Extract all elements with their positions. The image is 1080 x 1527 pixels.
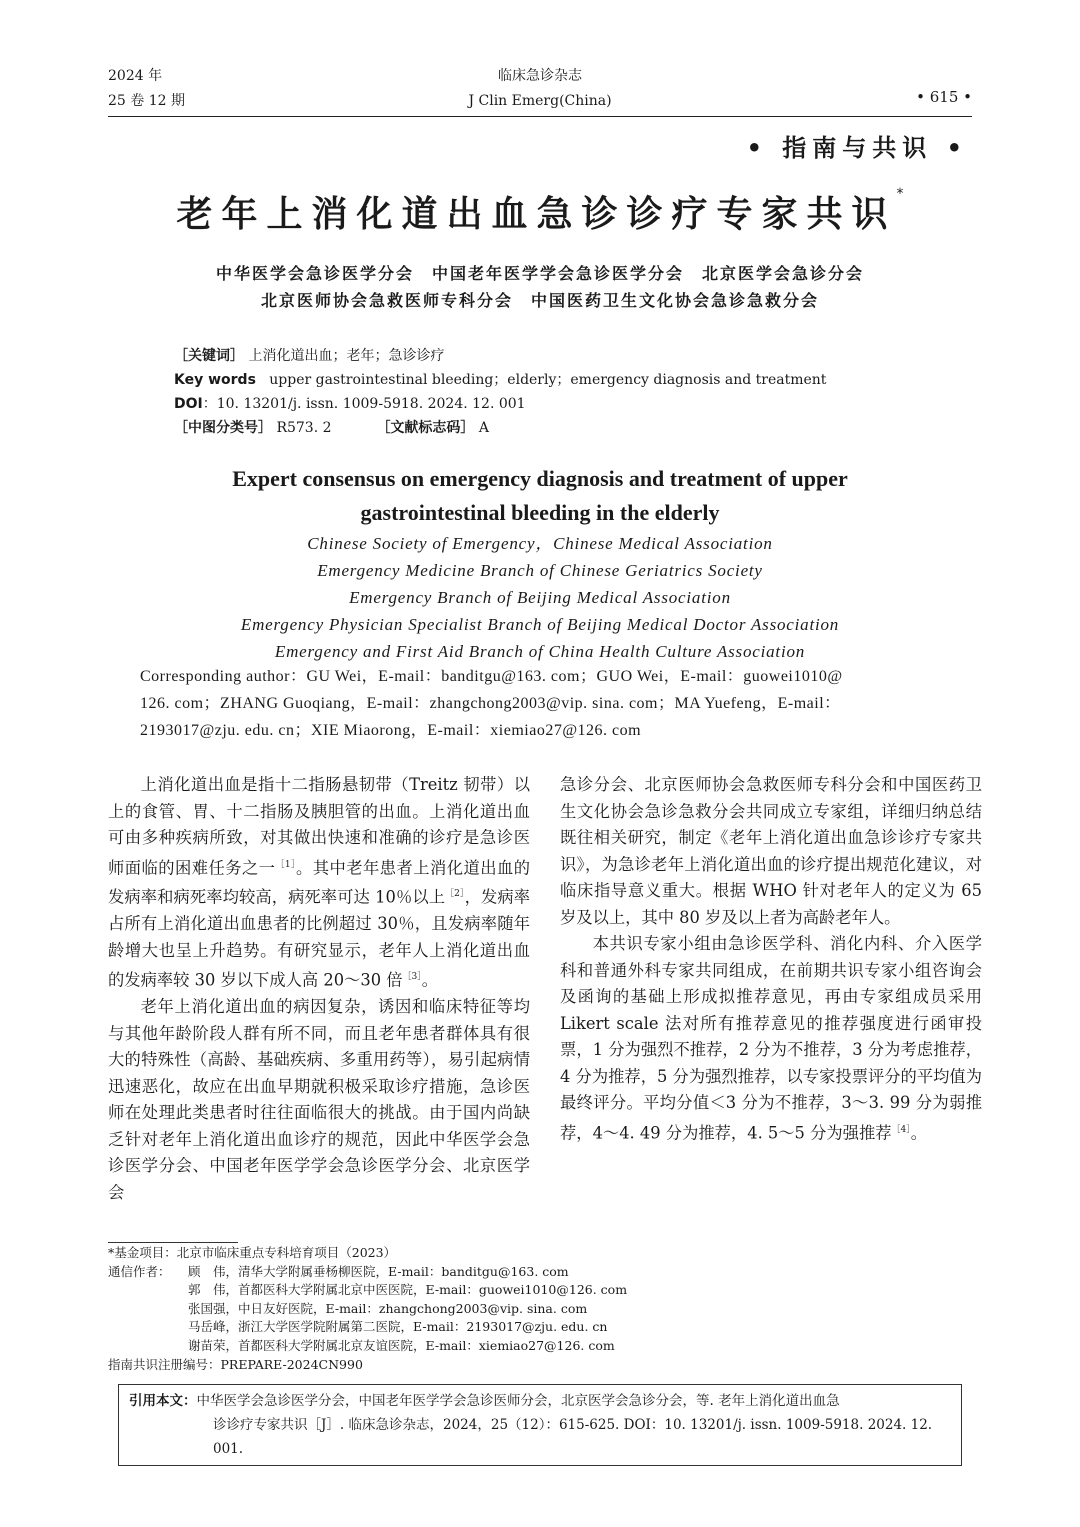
issue-volume: 25 卷 12 期 bbox=[108, 93, 185, 109]
org-en-4: Emergency Physician Specialist Branch of Beijing Medical Doctor Association bbox=[240, 615, 840, 634]
footnote-corr-text: 张国强，中日友好医院，E-mail：zhangchong2003@vip. sina. com bbox=[188, 1300, 588, 1316]
keywords-cn-row bbox=[174, 344, 934, 368]
article-title-cn bbox=[0, 186, 1080, 237]
footnote-corr-text: 顾 伟，清华大学附属垂杨柳医院，E-mail：banditgu@163. com bbox=[188, 1263, 569, 1279]
footnotes bbox=[108, 1244, 968, 1374]
doi-value: ：10. 13201/j. issn. 1009-5918. 2024. 12. 001 bbox=[202, 396, 526, 412]
citation-ref-1[interactable]: ［1］ bbox=[275, 859, 297, 870]
article-meta bbox=[174, 344, 934, 440]
citation-line2: 诊诊疗专家共识［J］. 临床急诊杂志，2024，25（12）：615-625. DOI：10. 13201/j. issn. 1009-5918. 2024. 12. 001. bbox=[213, 1417, 933, 1457]
body-text: ，发病率占所有上消化道出血患者的比例超过 30％，且发病率随年龄增大也呈上升趋势。有研究显示，老年人上消化道出血的发病率较 30 岁以下成人高 20～30 倍 bbox=[108, 887, 530, 990]
footnote-corr-1 bbox=[108, 1263, 968, 1282]
footnote-corr-text: 郭 伟，首都医科大学附属北京中医医院，E-mail：guowei1010@126. com bbox=[188, 1282, 628, 1298]
footnote-registration: 指南共识注册编号：PREPARE-2024CN990 bbox=[108, 1356, 363, 1372]
author-orgs-cn-line2: 北京医师协会急救医师专科分会 中国医药卫生文化协会急诊急救分会 bbox=[260, 291, 819, 310]
footnote-corr-2 bbox=[108, 1281, 968, 1300]
body-text: 本共识专家小组由急诊医学科、消化内科、介入医学科和普通外科专家共同组成，在前期共识专家小组咨询会及函询的基础上形成拟推荐意见，再由专家组成员采用 Likert scale 法对所有推荐意见的推荐强度进行函审投票，1 分为强烈不推荐，2 分为不推荐，3 分为考虑推荐，4 分为推荐，5 分为强烈推荐，以专家投票评分的平均值为最终评分。平均分值＜3 分为不推荐，3～3. 99 分为弱推荐，4～4. 49 分为推荐，4. 5～5 分为强推荐 bbox=[560, 934, 982, 1142]
article-title-cn-text: 老年上消化道出血急诊诊疗专家共识 bbox=[176, 194, 897, 235]
citation-ref-4[interactable]: ［4］ bbox=[891, 1124, 911, 1135]
author-orgs-cn bbox=[0, 260, 1080, 314]
keywords-en-label: Key words bbox=[174, 372, 256, 388]
citation-box bbox=[118, 1384, 962, 1466]
corresponding-line1: Corresponding author：GU Wei，E-mail：banditgu@163. com；GUO Wei，E-mail：guowei1010@ bbox=[140, 668, 843, 685]
body-text: 。其中老年患者上消化道出血的发病率和病死率均较高，病死率可达 10％以上 bbox=[108, 857, 530, 907]
footnote-corr-3 bbox=[108, 1300, 968, 1319]
footnote-rule bbox=[108, 1242, 238, 1243]
section-tag: • 指南与共识 • bbox=[746, 134, 968, 162]
header-rule bbox=[108, 116, 972, 117]
org-en-5: Emergency and First Aid Branch of China Health Culture Association bbox=[274, 642, 806, 661]
citation-ref-3[interactable]: ［3］ bbox=[402, 972, 422, 983]
footnote-corr-text: 谢苗荣，首都医科大学附属北京友谊医院，E-mail：xiemiao27@126. com bbox=[188, 1337, 615, 1353]
body-paragraph-1 bbox=[108, 772, 530, 994]
footnote-corr-5 bbox=[108, 1337, 968, 1356]
keywords-cn: 上消化道出血；老年；急诊诊疗 bbox=[248, 348, 445, 364]
footnote-corr-text: 马岳峰，浙江大学医学院附属第二医院，E-mail：2193017@zju. edu. cn bbox=[188, 1319, 608, 1335]
clc-value: R573. 2 bbox=[276, 420, 332, 436]
article-title-en bbox=[0, 462, 1080, 530]
citation-ref-2[interactable]: ［2］ bbox=[445, 889, 465, 900]
footnote-corr-label: 通信作者： bbox=[108, 1263, 171, 1279]
classification-row bbox=[174, 416, 934, 440]
body-paragraph-2-continued: 急诊分会、北京医师协会急救医师专科分会和中国医药卫生文化协会急诊急救分会共同成立专家组，详细归纳总结既往相关研究，制定《老年上消化道出血急诊诊疗专家共识》，为急诊老年上消化道出血的诊疗提出规范化建议，对临床指导意义重大。根据 WHO 针对老年人的定义为 65 岁及以上，其中 80 岁及以上者为高龄老年人。 bbox=[560, 775, 982, 927]
article-title-en-line2: gastrointestinal bleeding in the elderly bbox=[360, 500, 720, 525]
page-number: • 615 • bbox=[916, 88, 972, 106]
citation-label: 引用本文： bbox=[129, 1393, 197, 1409]
title-footnote-mark: * bbox=[896, 186, 904, 202]
doc-code-label: ［文献标志码］ bbox=[376, 420, 475, 436]
keywords-en: upper gastrointestinal bleeding；elderly；emergency diagnosis and treatment bbox=[269, 372, 827, 388]
body-paragraph-2: 老年上消化道出血的病因复杂，诱因和临床特征等均与其他年龄阶段人群有所不同，而且老年患者群体具有很大的特殊性（高龄、基础疾病、多重用药等），易引起病情迅速恶化，故应在出血早期就积极采取诊疗措施，急诊医师在处理此类患者时往往面临很大的挑战。由于国内尚缺乏针对老年上消化道出血诊疗的规范，因此中华医学会急诊医学分会、中国老年医学学会急诊医学分会、北京医学会 bbox=[108, 997, 530, 1202]
author-orgs-cn-line1: 中华医学会急诊医学分会 中国老年医学学会急诊医学分会 北京医学会急诊分会 bbox=[215, 264, 864, 283]
body-paragraph-3 bbox=[560, 931, 982, 1146]
issue-year: 2024 年 bbox=[108, 68, 163, 84]
citation-text: 中华医学会急诊医学分会，中国老年医学学会急诊医师分会，北京医学会急诊分会，等. 老年上消化道出血急 bbox=[196, 1393, 840, 1409]
org-en-1: Chinese Society of Emergency，Chinese Medical Association bbox=[307, 534, 773, 553]
author-orgs-en bbox=[0, 530, 1080, 665]
doi-label: DOI bbox=[174, 396, 203, 412]
body-text: 上消化道出血是指十二指肠悬韧带（Treitz 韧带）以上的食管、胃、十二指肠及胰胆管的出血。上消化道出血可由多种疾病所致，对其做出快速和准确的诊疗是急诊医师面临的困难任务之一 bbox=[108, 775, 530, 877]
footnote-fund: *基金项目：北京市临床重点专科培育项目（2023） bbox=[108, 1245, 397, 1260]
org-en-2: Emergency Medicine Branch of Chinese Geriatrics Society bbox=[317, 561, 763, 580]
body-column-left bbox=[108, 772, 530, 1206]
journal-name-en: J Clin Emerg(China) bbox=[468, 93, 612, 109]
journal-name-cn: 临床急诊杂志 bbox=[498, 68, 582, 84]
corresponding-authors bbox=[140, 663, 940, 744]
keywords-en-row bbox=[174, 368, 934, 392]
footnote-corr-4 bbox=[108, 1318, 968, 1337]
doi-row bbox=[174, 392, 934, 416]
doc-code-value: A bbox=[478, 420, 490, 436]
corresponding-line2: 126. com；ZHANG Guoqiang，E-mail：zhangchong2003@vip. sina. com；MA Yuefeng，E-mail： bbox=[140, 695, 841, 712]
body-column-right bbox=[560, 772, 982, 1146]
clc-label: ［中图分类号］ bbox=[174, 420, 272, 436]
body-text: 。 bbox=[910, 1122, 928, 1142]
body-text: 。 bbox=[421, 970, 439, 990]
org-en-3: Emergency Branch of Beijing Medical Association bbox=[349, 588, 731, 607]
keywords-cn-label: ［关键词］ bbox=[174, 348, 244, 364]
corresponding-line3: 2193017@zju. edu. cn；XIE Miaorong，E-mail：xiemiao27@126. com bbox=[140, 722, 642, 739]
citation-line1 bbox=[129, 1389, 951, 1413]
article-title-en-line1: Expert consensus on emergency diagnosis and treatment of upper bbox=[232, 466, 848, 491]
